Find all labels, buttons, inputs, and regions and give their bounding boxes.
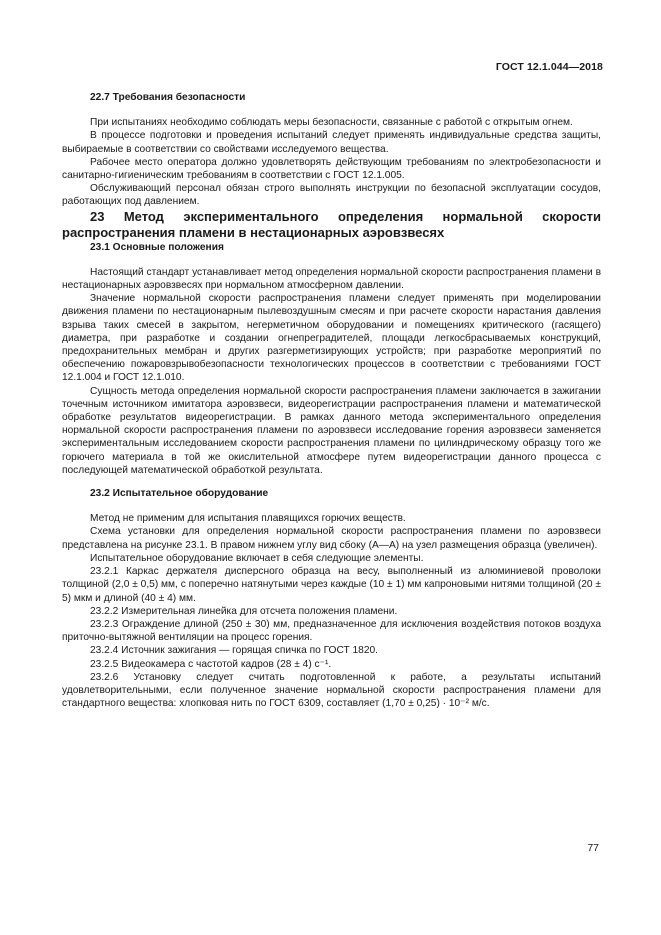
paragraph: Значение нормальной скорости распространения пламени следует применять при моделировании движения пламени по нестационарным пылевоздушным смесям и при расчете скорости нарастания давления взрыва таких смесей в закрытом, негерметичном оборудовании и помещениях критического (гасящего) диаметра, при разработке и создании огнепреградителей, площади легкосбрасываемых конструкций, предохранительных мембран и других разгерметизирующих устройств; при разработке мероприятий по обеспечению пожаровзрывобезопасности технологических процессов в соответствии с требованиями ГОСТ 12.1.004 и ГОСТ 12.1.010. — [62, 293, 601, 384]
page-number: 77 — [587, 842, 599, 854]
paragraph: Настоящий стандарт устанавливает метод определения нормальной скорости распространения пламени в нестационарных аэровзвесях при нормальном атмосферном давлении. — [62, 266, 601, 292]
paragraph: Испытательное оборудование включает в себя следующие элементы. — [90, 552, 424, 564]
document-code-header: ГОСТ 12.1.044—2018 — [495, 61, 603, 73]
paragraph: 23.2.5 Видеокамера с частотой кадров (28 ± 4) с⁻¹. — [90, 658, 332, 670]
paragraph: 23.2.4 Источник зажигания — горящая спичка по ГОСТ 1820. — [90, 645, 379, 657]
paragraph: Сущность метода определения нормальной скорости распространения пламени заключается в зажигании точечным источником имитатора аэровзвеси, видеорегистрации распространения пламени и математической обработке результатов видеорегистрации. В рамках данного метода экспериментального определения нормальной скорости распространения пламени по аэровзвеси исследование горения аэровзвеси заменяется экспериментальным исследованием скорости распространения пламени по цилиндрическому образцу того же горючего материала в той же окислительной атмосфере путем видеорегистрации данного процесса с последующей математической обработкой результата. — [62, 385, 601, 476]
paragraph: 23.2.2 Измерительная линейка для отсчета положения пламени. — [90, 605, 398, 617]
paragraph: 23.2.1 Каркас держателя дисперсного образца на весу, выполненный из алюминиевой проволоки толщиной (2,0 ± 0,5) мм, с поперечно натянутыми через каждые (10 ± 1) мм капроновыми нитями толщиной (20 ± 5) мкм и длиной (40 ± 4) мм. — [62, 566, 601, 604]
paragraph: Обслуживающий персонал обязан строго выполнять инструкции по безопасной эксплуатации сосудов, работающих под давлением. — [62, 183, 601, 208]
section-heading-23-2: 23.2 Испытательное оборудование — [90, 488, 269, 500]
paragraph: Рабочее место оператора должно удовлетворять действующим требованиям по электробезопасности и санитарно-гигиеническим требованиям в соответствии с ГОСТ 12.1.005. — [62, 156, 601, 182]
section-heading-22-7: 22.7 Требования безопасности — [90, 92, 246, 103]
paragraph: При испытаниях необходимо соблюдать меры безопасности, связанные с работой с открытым огнем. — [90, 117, 573, 129]
section-heading-23: 23 Метод экспериментального определения нормальной скорости распространения пламени в нестационарных аэровзвесях — [62, 208, 601, 240]
paragraph: Метод не применим для испытания плавящихся горючих веществ. — [90, 513, 406, 525]
paragraph: В процессе подготовки и проведения испытаний следует применять индивидуальные средства защиты, выбираемые в соответствии со свойствами исследуемого вещества. — [62, 130, 601, 155]
paragraph: 23.2.3 Ограждение длиной (250 ± 30) мм, предназначенное для исключения воздействия потоков воздуха приточно-вытяжной вентиляции на процесс горения. — [62, 618, 601, 644]
paragraph: Схема установки для определения нормальной скорости распространения пламени по аэровзвеси представлена на рисунке 23.1. В правом нижнем углу вид сбоку (А—А) на узел размещения образца (увеличен). — [62, 526, 601, 551]
section-heading-23-1: 23.1 Основные положения — [90, 241, 224, 253]
page-content — [62, 91, 601, 710]
paragraph: 23.2.6 Установку следует считать подготовленной к работе, а результаты испытаний удовлетворительными, если полученное значение нормальной скорости распространения пламени для стандартного вещества: хлопковая нить по ГОСТ 6309, составляет (1,70 ± 0,25) · 10⁻² м/с. — [62, 671, 601, 710]
